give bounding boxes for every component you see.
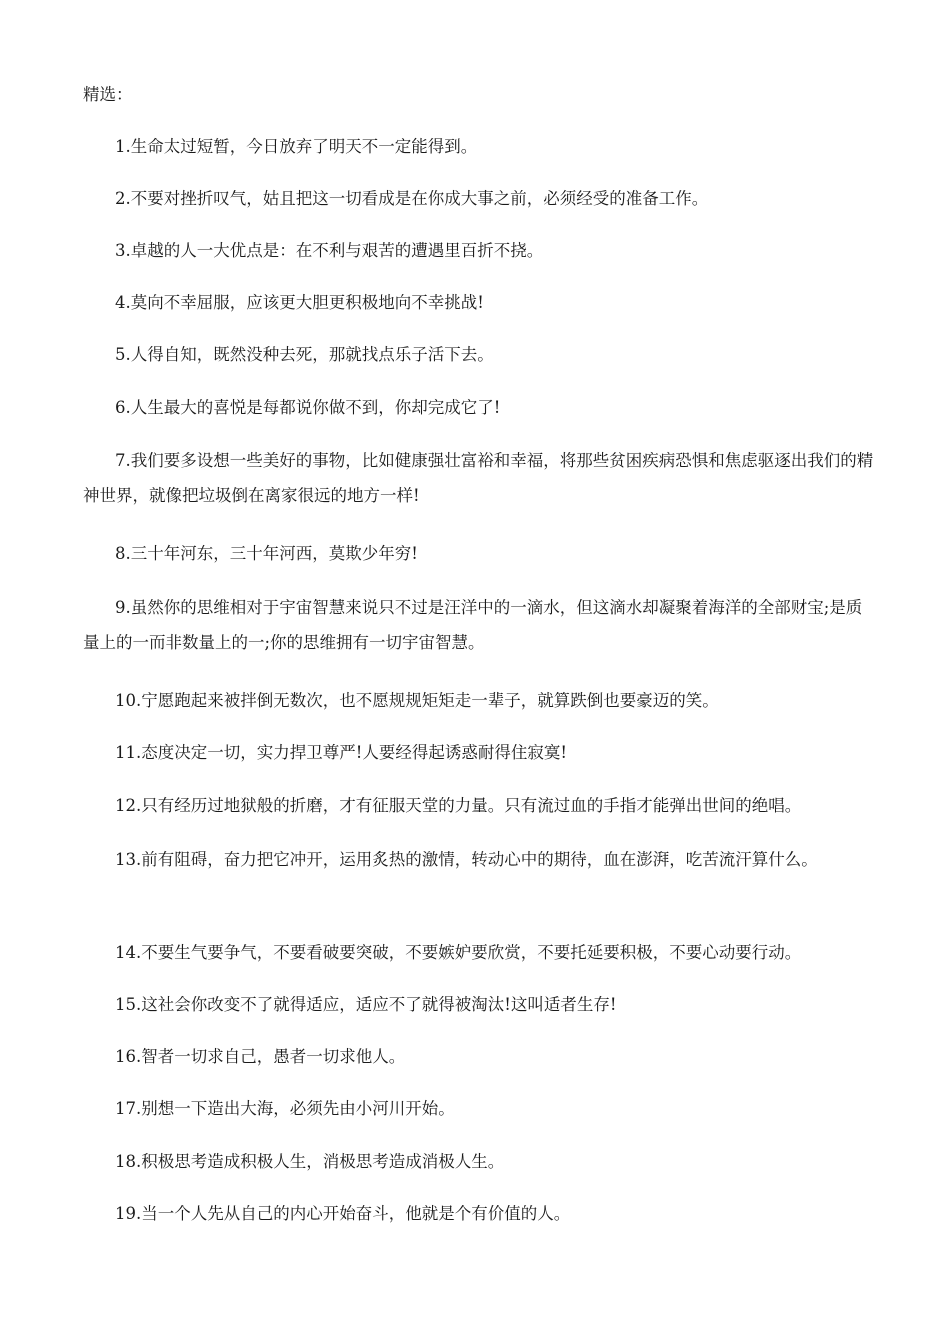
quote-item-6: 6.人生最大的喜悦是每都说你做不到，你却完成它了!	[115, 398, 501, 417]
quote-item-15: 15.这社会你改变不了就得适应，适应不了就得被淘汰!这叫适者生存!	[115, 995, 617, 1014]
quote-item-19: 19.当一个人先从自己的内心开始奋斗，他就是个有价值的人。	[115, 1204, 571, 1223]
quote-item-7: 7.我们要多设想一些美好的事物，比如健康强壮富裕和幸福，将那些贫困疾病恐惧和焦虑驱逐出我们的精神世界，就像把垃圾倒在离家很远的地方一样!	[83, 451, 874, 505]
quote-item-10: 10.宁愿跑起来被拌倒无数次，也不愿规规矩矩走一辈子，就算跌倒也要豪迈的笑。	[115, 691, 719, 710]
section-heading: 精选：	[83, 85, 133, 104]
quote-item-5: 5.人得自知，既然没种去死，那就找点乐子活下去。	[115, 345, 494, 364]
quote-item-4: 4.莫向不幸屈服，应该更大胆更积极地向不幸挑战!	[115, 293, 484, 312]
quote-item-2: 2.不要对挫折叹气，姑且把这一切看成是在你成大事之前，必须经受的准备工作。	[115, 189, 709, 208]
quote-item-17: 17.别想一下造出大海，必须先由小河川开始。	[115, 1099, 455, 1118]
quote-item-1: 1.生命太过短暂，今日放弃了明天不一定能得到。	[115, 137, 478, 156]
quote-item-8: 8.三十年河东，三十年河西，莫欺少年穷!	[115, 544, 418, 563]
quote-item-14: 14.不要生气要争气，不要看破要突破，不要嫉妒要欣赏，不要托延要积极，不要心动要行动。	[115, 943, 802, 962]
quote-item-18: 18.积极思考造成积极人生，消极思考造成消极人生。	[115, 1152, 505, 1171]
quote-item-13: 13.前有阻碍，奋力把它冲开，运用炙热的激情，转动心中的期待，血在澎湃，吃苦流汗算什么。	[115, 850, 818, 869]
quote-item-11: 11.态度决定一切，实力捍卫尊严!人要经得起诱惑耐得住寂寞!	[115, 743, 568, 762]
quote-item-12: 12.只有经历过地狱般的折磨，才有征服天堂的力量。只有流过血的手指才能弹出世间的绝唱。	[115, 796, 802, 815]
quote-item-3: 3.卓越的人一大优点是：在不利与艰苦的遭遇里百折不挠。	[115, 241, 544, 260]
quote-item-9: 9.虽然你的思维相对于宇宙智慧来说只不过是汪洋中的一滴水，但这滴水却凝聚着海洋的全部财宝;是质量上的一而非数量上的一;你的思维拥有一切宇宙智慧。	[83, 598, 863, 652]
quote-item-16: 16.智者一切求自己，愚者一切求他人。	[115, 1047, 406, 1066]
